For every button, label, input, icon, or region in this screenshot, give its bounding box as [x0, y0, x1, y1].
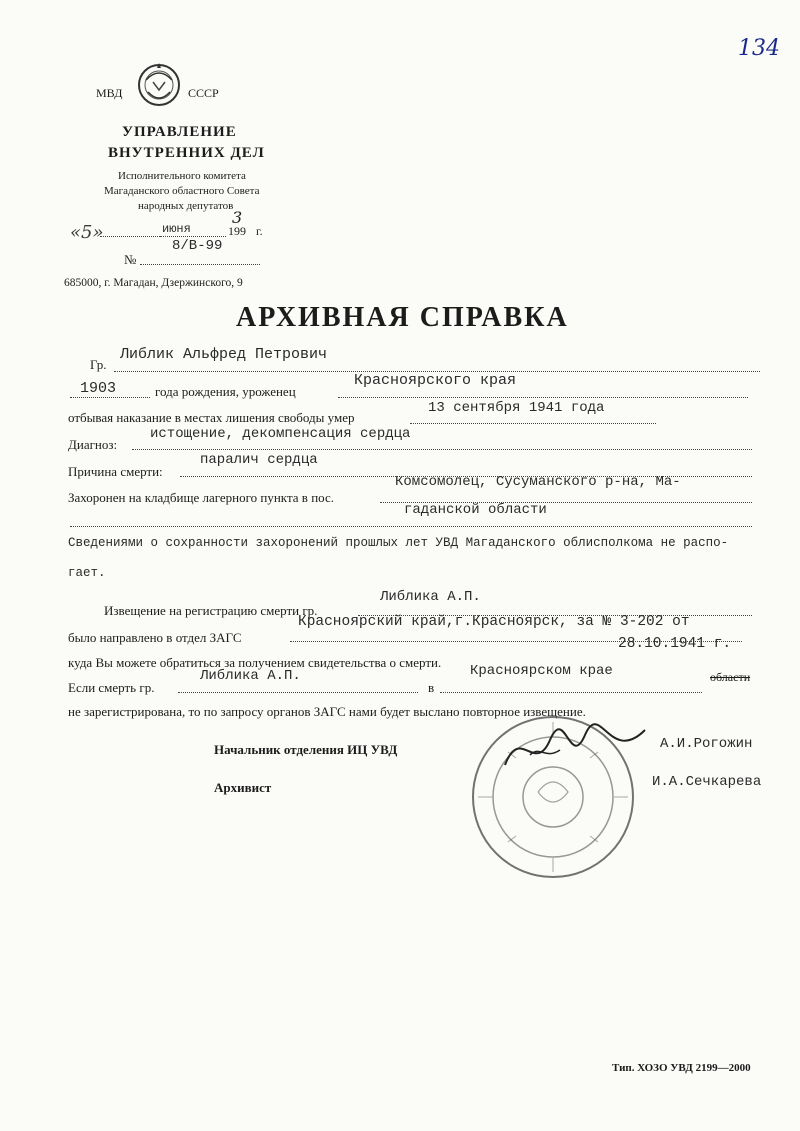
- cause-of-death: паралич сердца: [200, 452, 318, 468]
- dept-title-line2: ВНУТРЕННИХ ДЕЛ: [108, 145, 265, 161]
- cause-label: Причина смерти:: [68, 464, 163, 479]
- if-name: Либлика А.П.: [200, 668, 301, 684]
- date-g: г.: [256, 224, 263, 238]
- burial-place-line1: Комсомолец, Сусуманского р-на, Ма-: [395, 474, 681, 490]
- emblem-label-left: МВД: [96, 86, 123, 100]
- signature-icon: [500, 715, 650, 785]
- number-label: №: [124, 252, 137, 267]
- preservation-line2: гает.: [68, 566, 106, 580]
- zags-date: 28.10.1941 г.: [618, 636, 732, 652]
- address: 685000, г. Магадан, Дзержинского, 9: [64, 277, 243, 289]
- notice-label: Извещение на регистрацию смерти гр.: [104, 603, 318, 618]
- archivist-label: Архивист: [214, 780, 272, 795]
- apply-label: куда Вы можете обратиться за получением свидетельства о смерти.: [68, 655, 442, 670]
- chief-label: Начальник отделения ИЦ УВД: [214, 742, 398, 757]
- archivist-name: И.А.Сечкарева: [652, 774, 762, 790]
- burial-place-line2: гаданской области: [404, 502, 547, 518]
- birth-label: года рождения, уроженец: [155, 384, 296, 399]
- state-emblem-icon: [136, 60, 182, 110]
- not-registered-note: не зарегистрирована, то по запросу органов ЗАГС нами будет выслано повторное извещение.: [68, 704, 586, 719]
- number-value: 8/В-99: [172, 238, 223, 254]
- death-date: 13 сентября 1941 года: [428, 400, 605, 416]
- preservation-line1: Сведениями о сохранности захоронений прошлых лет УВД Магаданского облисполкома не распо-: [68, 536, 729, 550]
- region: Красноярском крае: [470, 663, 613, 679]
- diagnosis-label: Диагноз:: [68, 437, 118, 452]
- document-title: АРХИВНАЯ СПРАВКА: [236, 302, 569, 333]
- diagnosis: истощение, декомпенсация сердца: [150, 426, 411, 442]
- print-info: Тип. ХОЗО УВД 2199—2000: [612, 1062, 751, 1074]
- oblast-label: области: [710, 670, 751, 684]
- person-name: Либлик Альфред Петрович: [120, 346, 328, 363]
- date-month: июня: [162, 222, 191, 236]
- chief-name: А.И.Рогожин: [660, 736, 753, 752]
- notice-name: Либлика А.П.: [380, 589, 481, 605]
- emblem-label-right: СССР: [188, 86, 219, 100]
- gr-label: Гр.: [90, 357, 107, 372]
- zags-office: Красноярский край,г.Красноярск, за № 3-202 от: [298, 614, 690, 630]
- died-label: отбывая наказание в местах лишения свободы умер: [68, 410, 355, 425]
- page-number-mark: 134: [738, 36, 780, 61]
- exec-line3: народных депутатов: [138, 200, 234, 212]
- burial-label: Захоронен на кладбище лагерного пункта в пос.: [68, 490, 334, 505]
- sent-label: было направлено в отдел ЗАГС: [68, 630, 242, 645]
- date-year-suffix: 3: [232, 208, 243, 227]
- date-year-prefix: 199: [228, 224, 246, 238]
- if-label: Если смерть гр.: [68, 680, 155, 695]
- exec-line1: Исполнительного комитета: [118, 170, 246, 182]
- dept-title-line1: УПРАВЛЕНИЕ: [122, 124, 237, 140]
- in-label: в: [428, 680, 435, 695]
- birthplace: Красноярского края: [354, 372, 517, 389]
- date-day: «5»: [70, 222, 104, 243]
- birth-year: 1903: [80, 380, 117, 397]
- exec-line2: Магаданского областного Совета: [104, 185, 260, 197]
